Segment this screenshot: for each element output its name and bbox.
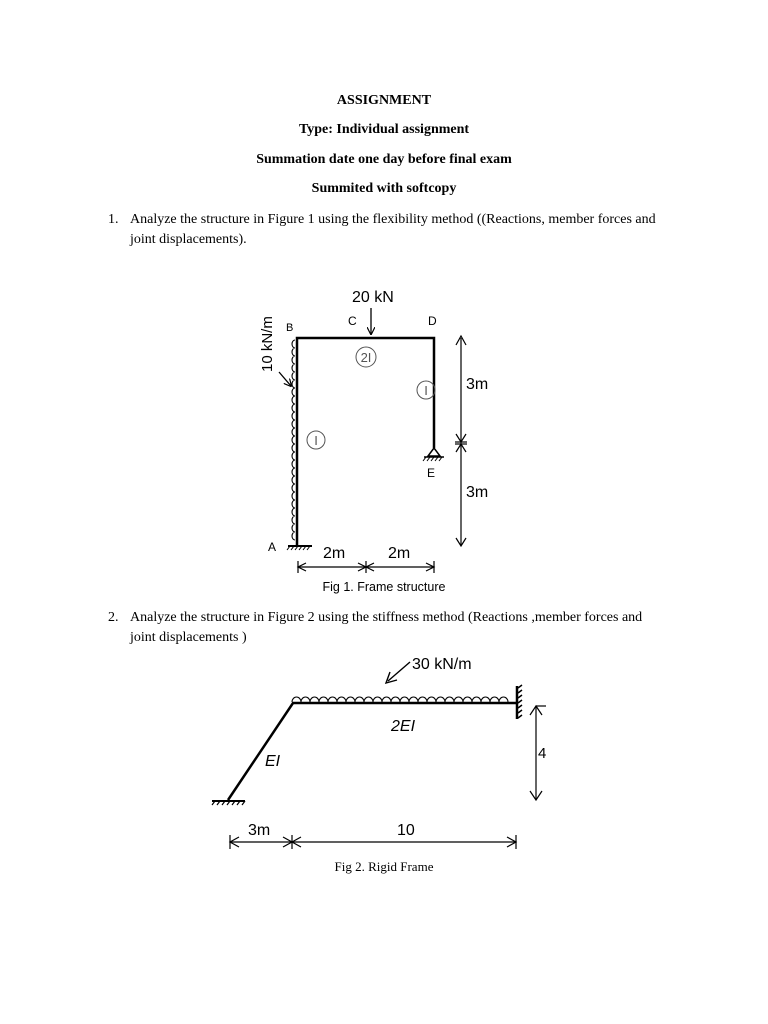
fixed-support-a [287, 546, 312, 550]
dim-10: 10 [397, 822, 415, 839]
dim-horizontal [298, 561, 434, 573]
pin-support-e [423, 448, 444, 461]
question-2 [108, 608, 668, 648]
node-d: D [428, 314, 437, 328]
node-a: A [268, 540, 277, 554]
dim-3m-lower: 3m [466, 484, 489, 501]
dim-3m-upper: 3m [466, 376, 489, 393]
figure-2-caption: Fig 2. Rigid Frame [334, 859, 434, 874]
dim-4: 4 [538, 745, 547, 762]
question-1-text: Analyze the structure in Figure 1 using the flexibility method ((Reactions, member forces and joint displacements). [130, 212, 656, 247]
label-10-kn-m: 10 kN/m [259, 316, 276, 372]
member-2i-label: 2I [360, 350, 372, 365]
submission-date: Summation date one day before final exam [256, 152, 512, 167]
assignment-title: ASSIGNMENT [336, 93, 432, 108]
figure-1-caption: Fig 1. Frame structure [322, 580, 446, 594]
question-1-number: 1. [108, 212, 119, 227]
dim-vertical [455, 336, 467, 546]
label-ei: EI [265, 753, 281, 770]
label-20-kn: 20 kN [352, 289, 394, 306]
node-c: C [348, 314, 357, 328]
dim-3m: 3m [248, 822, 271, 839]
label-30-kn-m: 30 kN/m [412, 656, 472, 673]
distributed-load-arrow [279, 372, 291, 386]
member-de-label: I [424, 383, 428, 398]
label-2ei: 2EI [391, 718, 416, 735]
assignment-type: Type: Individual assignment [298, 122, 470, 137]
dim-2m-left: 2m [323, 545, 346, 562]
member-ab-label: I [314, 433, 318, 448]
submission-format: Summited with softcopy [311, 181, 457, 196]
node-b: B [286, 322, 294, 334]
distributed-load-ab [292, 340, 295, 540]
dim-2m-right: 2m [388, 545, 411, 562]
node-e: E [427, 466, 436, 480]
question-2-text: Analyze the structure in Figure 2 using the stiffness method (Reactions ,member forces and joint displacements ) [130, 610, 643, 645]
question-2-number: 2. [108, 610, 119, 625]
